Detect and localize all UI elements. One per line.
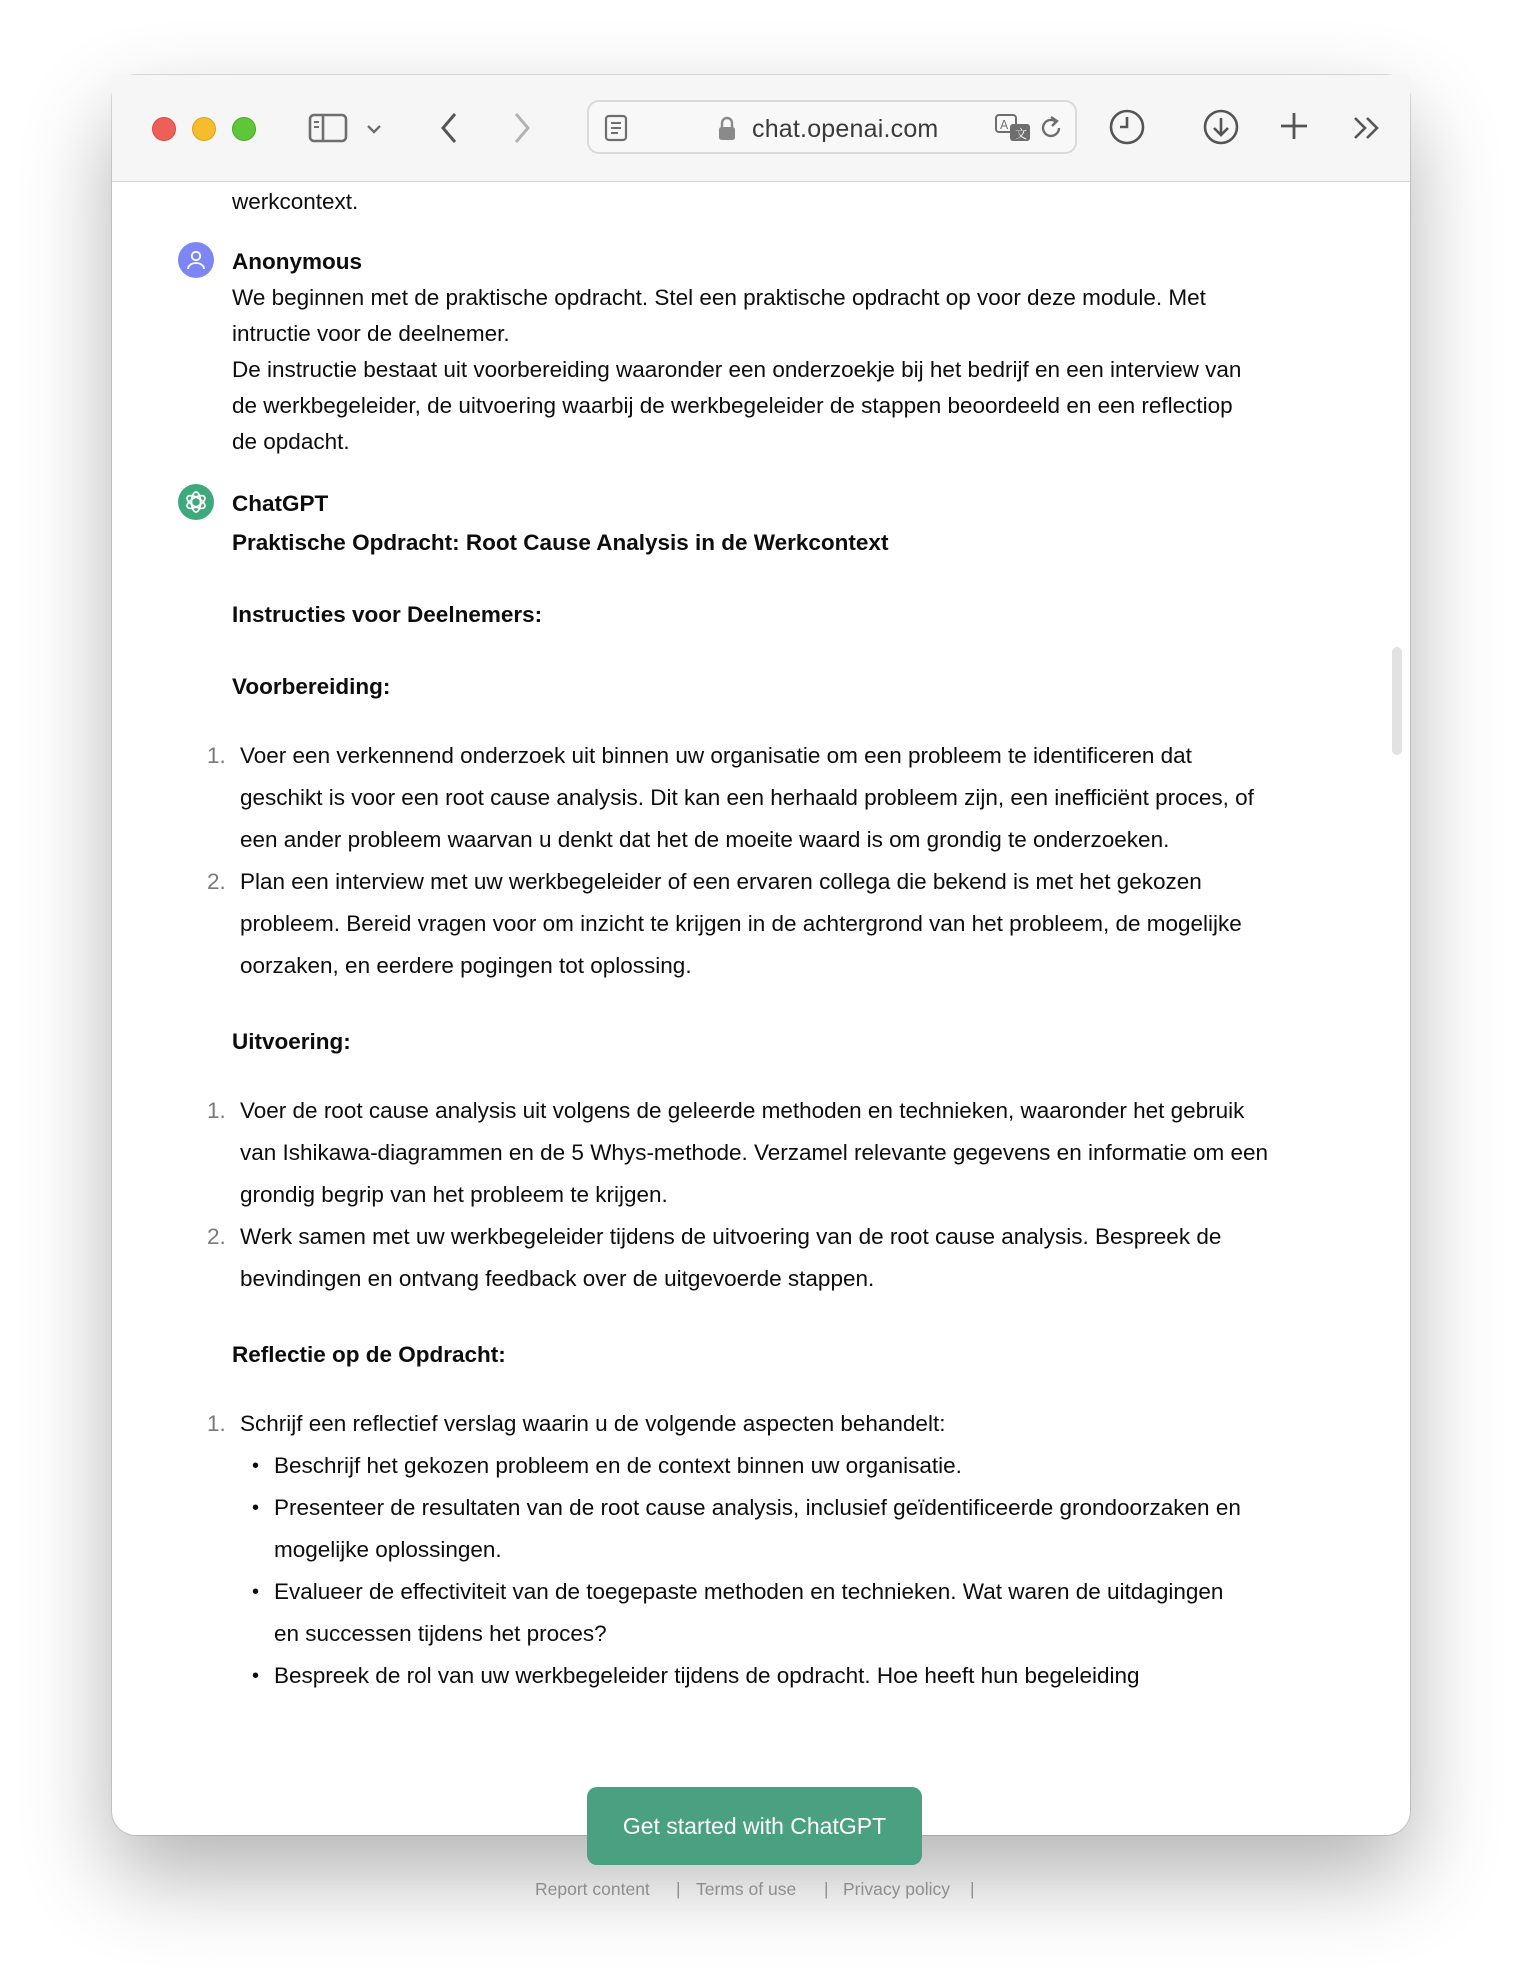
list-item	[207, 735, 1347, 861]
more-tabs-chevron-icon[interactable]	[1352, 115, 1382, 141]
forward-arrow-icon[interactable]	[512, 111, 532, 145]
reflection-heading: Reflectie op de Opdracht:	[232, 1342, 506, 1367]
list-line: oorzaken, en eerdere pogingen tot oplossing.	[240, 953, 692, 978]
scrollbar[interactable]	[1392, 647, 1402, 755]
avatar	[178, 484, 214, 520]
url-text[interactable]: chat.openai.com	[752, 115, 939, 143]
list-item	[207, 861, 1347, 987]
bullet-dot: •	[252, 1497, 260, 1519]
bullet-line: Presenteer de resultaten van de root cause analysis, inclusief geïdentificeerde grondoorzaken en	[274, 1495, 1241, 1520]
bullet-item	[252, 1655, 1334, 1697]
get-started-button[interactable]: Get started with ChatGPT	[587, 1787, 922, 1865]
list-line: geschikt is voor een root cause analysis. Dit kan een herhaald probleem zijn, een inefficiënt proces, of	[240, 785, 1254, 810]
openai-logo-icon	[183, 489, 209, 515]
bullet-item	[252, 1487, 1334, 1571]
footer-separator: |	[970, 1879, 975, 1899]
previous-message-tail: werkcontext.	[232, 189, 359, 214]
translate-icon[interactable]	[994, 113, 1032, 148]
list-number: 2.	[207, 869, 226, 894]
list-line: Werk samen met uw werkbegeleider tijdens de uitvoering van de root cause analysis. Bespreek de	[240, 1224, 1222, 1249]
lock-icon	[717, 116, 737, 147]
list-number: 1.	[207, 743, 226, 768]
user-message-line: de opdacht.	[232, 429, 350, 454]
sidebar-toggle-icon[interactable]	[308, 113, 348, 143]
bullet-line: Evalueer de effectiviteit van de toegepaste methoden en technieken. Wat waren de uitdagingen	[274, 1579, 1224, 1604]
footer-separator: |	[676, 1879, 681, 1899]
list-item	[207, 1403, 1347, 1445]
new-tab-plus-icon[interactable]	[1278, 110, 1310, 142]
browser-window	[112, 75, 1410, 1899]
assistant-author-name: ChatGPT	[232, 491, 329, 516]
footer-separator: |	[824, 1879, 829, 1899]
address-bar[interactable]	[587, 100, 1077, 154]
terms-of-use-link[interactable]: Terms of use	[696, 1879, 797, 1899]
zoom-window-button[interactable]	[232, 117, 256, 141]
svg-text:A: A	[1000, 118, 1009, 132]
user-message-line: De instructie bestaat uit voorbereiding waaronder een onderzoekje bij het bedrijf en een interview van	[232, 357, 1242, 382]
history-clock-icon[interactable]	[1108, 108, 1146, 146]
list-line: Schrijf een reflectief verslag waarin u de volgende aspecten behandelt:	[240, 1411, 946, 1436]
reader-page-icon[interactable]	[604, 114, 628, 147]
list-line: Voer een verkennend onderzoek uit binnen uw organisatie om een probleem te identificeren dat	[240, 743, 1192, 768]
user-message	[232, 280, 1347, 460]
list-line: bevindingen en ontvang feedback over de uitgevoerde stappen.	[240, 1266, 875, 1291]
chevron-down-icon[interactable]	[366, 123, 382, 135]
list-number: 1.	[207, 1098, 226, 1123]
download-icon[interactable]	[1202, 108, 1240, 146]
user-author-name: Anonymous	[232, 249, 363, 274]
chat-content	[112, 182, 1410, 1835]
user-message-line: We beginnen met de praktische opdracht. Stel een praktische opdracht op voor deze module. Met	[232, 285, 1206, 310]
list-line: een ander probleem waarvan u denkt dat het de moeite waard is om grondig te onderzoeken.	[240, 827, 1170, 852]
list-item	[207, 1216, 1347, 1300]
svg-text:文: 文	[1015, 127, 1028, 141]
back-arrow-icon[interactable]	[439, 111, 459, 145]
close-window-button[interactable]	[152, 117, 176, 141]
bullet-dot: •	[252, 1455, 260, 1477]
bullet-line: en successen tijdens het proces?	[274, 1621, 607, 1646]
browser-toolbar	[112, 75, 1410, 182]
preparation-heading: Voorbereiding:	[232, 674, 391, 699]
bullet-line: Beschrijf het gekozen probleem en de context binnen uw organisatie.	[274, 1453, 962, 1478]
bullet-line: mogelijke oplossingen.	[274, 1537, 502, 1562]
list-line: van Ishikawa-diagrammen en de 5 Whys-methode. Verzamel relevante gegevens en informatie om een	[240, 1140, 1269, 1165]
list-item	[207, 1090, 1347, 1216]
bullet-dot: •	[252, 1665, 260, 1687]
list-line: Plan een interview met uw werkbegeleider of een ervaren collega die bekend is met het gekozen	[240, 869, 1202, 894]
execution-heading: Uitvoering:	[232, 1029, 351, 1054]
minimize-window-button[interactable]	[192, 117, 216, 141]
list-line: Voer de root cause analysis uit volgens de geleerde methoden en technieken, waaronder het gebruik	[240, 1098, 1245, 1123]
avatar	[178, 242, 214, 278]
bullet-item	[252, 1571, 1334, 1655]
privacy-policy-link[interactable]: Privacy policy	[843, 1879, 950, 1899]
list-line: grondig begrip van het probleem te krijgen.	[240, 1182, 668, 1207]
list-line: probleem. Bereid vragen voor om inzicht te krijgen in de achtergrond van het probleem, de mogelijke	[240, 911, 1242, 936]
user-icon	[185, 249, 207, 271]
response-title: Praktische Opdracht: Root Cause Analysis in de Werkcontext	[232, 530, 889, 555]
list-number: 2.	[207, 1224, 226, 1249]
list-number: 1.	[207, 1411, 226, 1436]
bullet-line: Bespreek de rol van uw werkbegeleider tijdens de opdracht. Hoe heeft hun begeleiding	[274, 1663, 1140, 1688]
instructions-heading: Instructies voor Deelnemers:	[232, 602, 543, 627]
user-message-line: de werkbegeleider, de uitvoering waarbij de werkbegeleider de stappen beoordeeld en een reflectiop	[232, 393, 1233, 418]
reload-icon[interactable]	[1037, 114, 1065, 147]
user-message-line: intructie voor de deelnemer.	[232, 321, 510, 346]
report-content-link[interactable]: Report content	[535, 1879, 650, 1899]
bullet-dot: •	[252, 1581, 260, 1603]
bullet-item	[252, 1445, 1334, 1487]
